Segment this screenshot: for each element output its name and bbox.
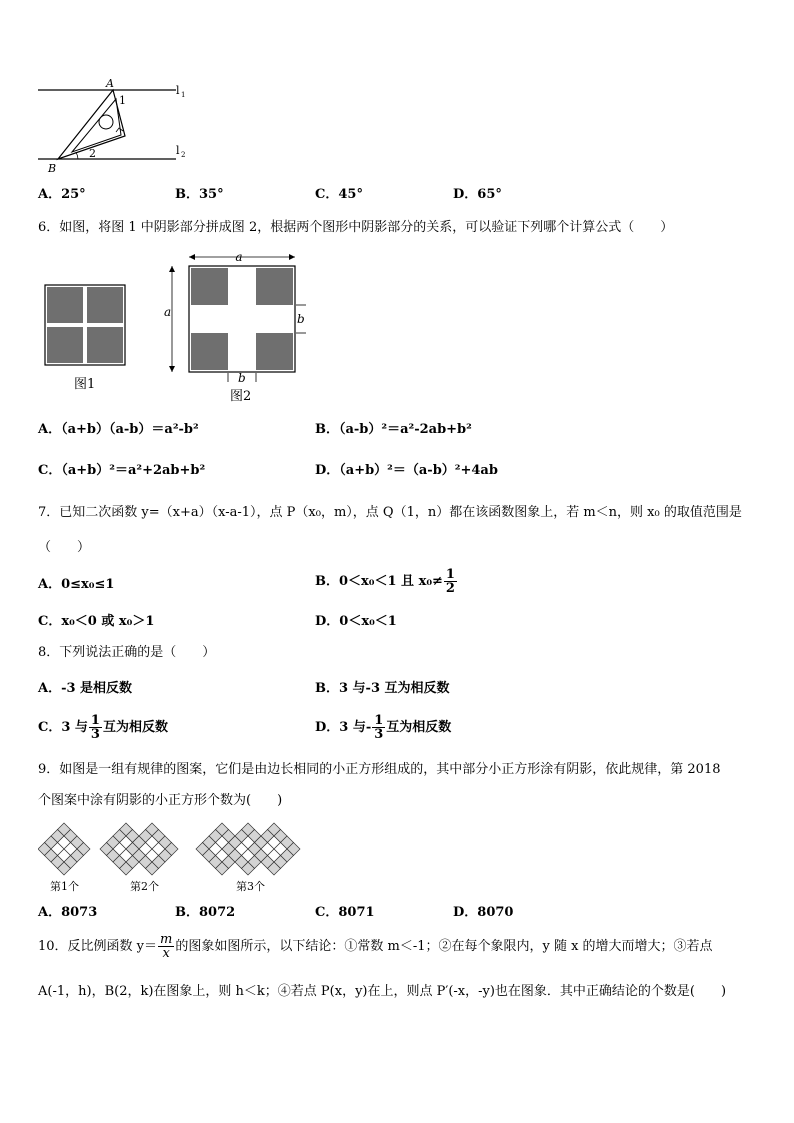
q7-option-a[interactable]: A．0≤x₀≤1 bbox=[38, 577, 115, 592]
q8-option-d-fraction bbox=[372, 714, 385, 741]
line-l1-label: l bbox=[176, 84, 180, 97]
angle-1-label: 1 bbox=[119, 94, 126, 107]
q7-option-c[interactable]: C．x₀＜0 或 x₀＞1 bbox=[38, 614, 155, 629]
q6-option-d[interactable]: D．（a+b）²＝（a-b）²+4ab bbox=[315, 463, 498, 478]
q8-option-c-prefix: C．3 与 bbox=[38, 720, 88, 735]
q8-option-c[interactable] bbox=[38, 714, 168, 741]
q9-stem-line1: 9．如图是一组有规律的图案，它们是由边长相同的小正方形组成的，其中部分小正方形涂有阴影，依此规律，第 2018 bbox=[38, 762, 721, 777]
q8-d-numerator: 1 bbox=[374, 713, 384, 728]
point-b-label: B bbox=[48, 162, 57, 175]
q8-c-numerator: 1 bbox=[90, 713, 100, 728]
q7-stem-line2: （ ） bbox=[38, 540, 91, 555]
q6-figure-2 bbox=[160, 246, 310, 391]
q8-d-denominator: 3 bbox=[374, 727, 384, 742]
q8-option-d[interactable] bbox=[315, 714, 451, 741]
q9-option-d[interactable]: D．8070 bbox=[453, 905, 514, 920]
q10-stem-suffix: 的图象如图所示，以下结论：①常数 m＜-1；②在每个象限内，y 随 x 的增大而增大；③若点 bbox=[175, 939, 713, 954]
fig2-label-a-top: a bbox=[235, 250, 243, 264]
q9-option-b[interactable]: B．8072 bbox=[175, 905, 236, 920]
q5-option-a[interactable]: A．25° bbox=[38, 187, 86, 202]
q9-pattern-2-caption: 第2个 bbox=[130, 880, 159, 893]
q8-option-c-fraction bbox=[89, 714, 102, 741]
fig2-label-b-right: b bbox=[297, 312, 305, 326]
q10-stem-prefix: 10．反比例函数 y＝ bbox=[38, 939, 158, 954]
q7-fraction-numerator: 1 bbox=[445, 567, 455, 582]
q9-pattern-figures bbox=[38, 820, 318, 880]
q6-option-a[interactable]: A．（a+b）（a-b）＝a²-b² bbox=[38, 422, 199, 437]
q10-stem-line1 bbox=[38, 933, 713, 960]
q9-pattern-3-caption: 第3个 bbox=[236, 880, 265, 893]
pattern-diamond bbox=[38, 823, 90, 875]
line-l2-label: l bbox=[176, 144, 180, 157]
q5-option-d[interactable]: D．65° bbox=[453, 187, 502, 202]
q9-option-c[interactable]: C．8071 bbox=[315, 905, 375, 920]
q5-figure bbox=[30, 76, 200, 176]
q10-fraction-denominator: x bbox=[162, 946, 170, 961]
line-l1-subscript: 1 bbox=[181, 91, 186, 99]
q5-option-b[interactable]: B．35° bbox=[175, 187, 224, 202]
angle-2-label: 2 bbox=[89, 147, 96, 160]
line-l2-subscript: 2 bbox=[181, 151, 186, 159]
q7-option-d[interactable]: D．0＜x₀＜1 bbox=[315, 614, 397, 629]
q6-option-b[interactable]: B．（a-b）²＝a²-2ab+b² bbox=[315, 422, 472, 437]
q7-option-b[interactable] bbox=[315, 568, 458, 595]
q9-option-a[interactable]: A．8073 bbox=[38, 905, 98, 920]
q6-figure-1-caption: 图1 bbox=[74, 377, 96, 392]
q9-pattern-1-caption: 第1个 bbox=[50, 880, 79, 893]
q8-option-a[interactable]: A．-3 是相反数 bbox=[38, 681, 133, 696]
q10-stem-line2: A(-1，h)，B(2，k)在图象上，则 h＜k；④若点 P(x，y)在上，则点 P′(-x，-y)也在图象．其中正确结论的个数是( ) bbox=[38, 984, 727, 999]
q7-option-b-text: B．0＜x₀＜1 且 x₀≠ bbox=[315, 574, 443, 589]
q7-fraction-denominator: 2 bbox=[445, 581, 455, 596]
q9-stem-line2: 个图案中涂有阴影的小正方形个数为( ) bbox=[38, 793, 283, 808]
q7-option-b-fraction bbox=[444, 568, 457, 595]
q5-option-c[interactable]: C．45° bbox=[315, 187, 363, 202]
fig2-label-b-bottom: b bbox=[238, 371, 246, 385]
q6-figure-2-caption: 图2 bbox=[230, 389, 252, 404]
q8-stem: 8．下列说法正确的是（ ） bbox=[38, 645, 216, 660]
q10-fraction-numerator: m bbox=[160, 932, 173, 947]
q10-fraction bbox=[158, 933, 174, 960]
q8-option-d-prefix: D．3 与- bbox=[315, 720, 372, 735]
q6-stem: 6．如图，将图 1 中阴影部分拼成图 2，根据两个图形中阴影部分的关系，可以验证下列哪个计算公式（ ） bbox=[38, 220, 674, 235]
q8-option-c-suffix: 互为相反数 bbox=[102, 720, 168, 735]
point-a-label: A bbox=[106, 77, 114, 90]
q8-option-b[interactable]: B．3 与-3 互为相反数 bbox=[315, 681, 450, 696]
q6-figure-1 bbox=[44, 284, 126, 366]
fig2-label-a-left: a bbox=[164, 305, 172, 319]
q8-option-d-suffix: 互为相反数 bbox=[386, 720, 452, 735]
q7-stem-line1: 7．已知二次函数 y=（x+a）（x-a-1），点 P（x₀，m），点 Q（1，n）都在该函数图象上，若 m＜n，则 x₀ 的取值范围是 bbox=[38, 505, 742, 520]
q8-c-denominator: 3 bbox=[90, 727, 100, 742]
q6-option-c[interactable]: C．（a+b）²＝a²+2ab+b² bbox=[38, 463, 206, 478]
